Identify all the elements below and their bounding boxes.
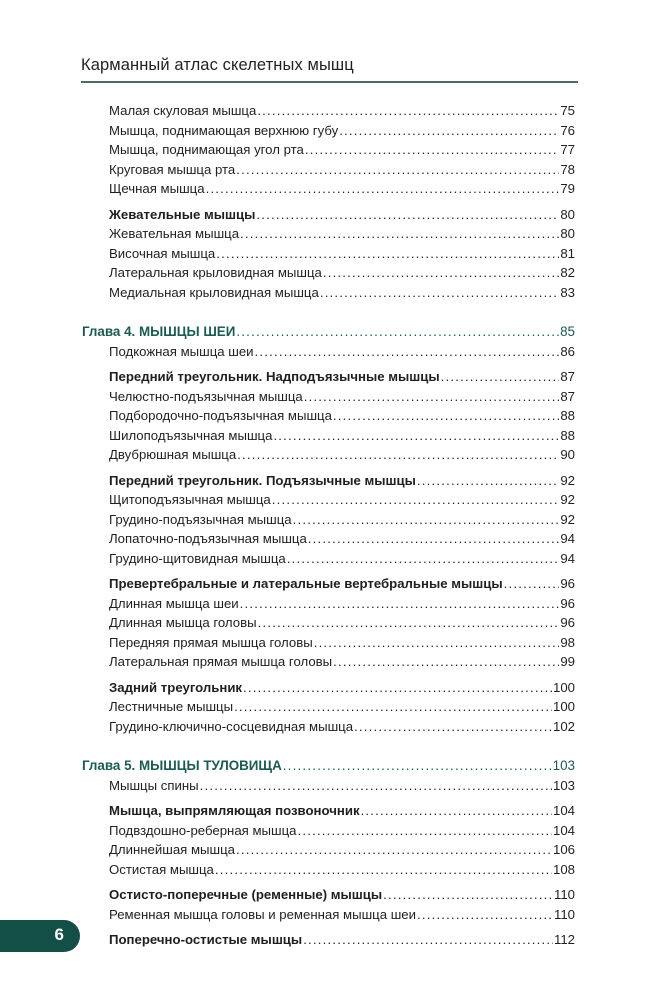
toc-entry-label: Мышца, поднимающая угол рта xyxy=(109,142,304,157)
toc-page-number: 110 xyxy=(553,906,575,922)
toc-page-number: 100 xyxy=(552,679,575,695)
toc-page-number: 83 xyxy=(560,284,575,300)
leader-dots xyxy=(240,224,559,244)
toc-entry[interactable] xyxy=(109,121,575,141)
toc-entry-label: Мышца, поднимающая верхнюю губу xyxy=(109,122,339,138)
toc-page-number: 87 xyxy=(560,388,575,404)
toc-section-label: Мышца, выпрямляющая позвоночник xyxy=(109,803,360,818)
leader-dots xyxy=(417,471,559,491)
toc-page-number: 104 xyxy=(552,822,575,838)
toc-page-number: 106 xyxy=(552,842,575,857)
toc-entry[interactable] xyxy=(109,594,575,614)
toc-page-number: 102 xyxy=(552,718,575,734)
toc-section-label: Задний треугольник xyxy=(109,679,243,695)
leader-dots xyxy=(354,717,552,737)
toc-page-number: 77 xyxy=(560,142,575,157)
toc-page-number: 80 xyxy=(560,206,575,222)
leader-dots xyxy=(287,549,560,569)
leader-dots xyxy=(255,342,560,362)
toc-section-heading[interactable] xyxy=(109,367,575,387)
toc-entry[interactable] xyxy=(109,549,575,569)
toc-section-heading[interactable] xyxy=(109,471,575,491)
toc-entry-label: Подкожная мышца шеи xyxy=(109,343,254,359)
toc-entry[interactable] xyxy=(109,342,575,362)
toc-page-number: 100 xyxy=(552,699,575,714)
leader-dots xyxy=(305,140,559,160)
toc-entry-label: Латеральная крыловидная мышца xyxy=(109,265,322,280)
toc-page-number: 96 xyxy=(560,576,575,591)
toc-entry[interactable] xyxy=(109,717,575,737)
toc-entry[interactable] xyxy=(109,840,575,860)
table-of-contents xyxy=(0,101,649,950)
toc-entry[interactable] xyxy=(109,633,575,653)
toc-entry[interactable] xyxy=(109,426,575,446)
toc-entry[interactable] xyxy=(109,776,575,796)
leader-dots xyxy=(206,179,560,199)
toc-entry[interactable] xyxy=(109,652,575,672)
leader-dots xyxy=(417,905,553,925)
toc-entry-label: Двубрюшная мышца xyxy=(109,447,237,462)
toc-entry[interactable] xyxy=(109,510,575,530)
page-number-tab xyxy=(0,920,80,952)
toc-entry-label: Грудино-щитовидная мышца xyxy=(109,550,286,566)
toc-entry[interactable] xyxy=(109,224,575,244)
leader-dots xyxy=(283,756,552,776)
toc-entry[interactable] xyxy=(109,529,575,549)
leader-dots xyxy=(333,406,559,426)
toc-entry[interactable] xyxy=(109,160,575,180)
toc-entry[interactable] xyxy=(109,490,575,510)
leader-dots xyxy=(320,283,560,303)
toc-section-label: Передний треугольник. Подъязычные мышцы xyxy=(109,472,416,488)
toc-entry-label: Малая скуловая мышца xyxy=(109,103,257,118)
toc-entry[interactable] xyxy=(109,244,575,264)
toc-entry-label: Жевательная мышца xyxy=(109,226,240,241)
toc-page-number: 98 xyxy=(560,634,575,650)
toc-section-heading[interactable] xyxy=(109,574,575,594)
toc-section-heading[interactable] xyxy=(109,678,575,698)
toc-section-heading[interactable] xyxy=(109,205,575,225)
leader-dots xyxy=(234,697,552,717)
toc-section-heading[interactable] xyxy=(109,885,575,905)
running-title: Карманный атлас скелетных мышц xyxy=(81,56,354,74)
toc-entry-label: Щечная мышца xyxy=(109,181,205,196)
leader-dots xyxy=(258,613,560,633)
leader-dots xyxy=(293,510,560,530)
leader-dots xyxy=(236,322,559,342)
leader-dots xyxy=(323,263,559,283)
leader-dots xyxy=(256,205,559,225)
leader-dots xyxy=(200,776,552,796)
toc-page-number: 88 xyxy=(560,427,575,443)
leader-dots xyxy=(237,445,559,465)
leader-dots xyxy=(339,121,559,141)
toc-entry-label: Грудино-ключично-сосцевидная мышца xyxy=(109,718,354,734)
toc-page-number: 103 xyxy=(552,777,575,793)
toc-entry-label: Ременная мышца головы и ременная мышца шеи xyxy=(109,906,416,922)
toc-entry-label: Длинная мышца шеи xyxy=(109,595,239,611)
toc-entry[interactable] xyxy=(109,140,575,160)
toc-page-number: 104 xyxy=(552,803,575,818)
toc-page-number: 80 xyxy=(560,226,575,241)
toc-entry-label: Длинная мышца головы xyxy=(109,615,257,630)
toc-entry[interactable] xyxy=(109,283,575,303)
toc-entry-label: Височная мышца xyxy=(109,245,216,261)
leader-dots xyxy=(441,367,560,387)
toc-entry[interactable] xyxy=(109,179,575,199)
toc-entry-label: Щитоподъязычная мышца xyxy=(109,492,271,507)
toc-page-number: 87 xyxy=(560,369,575,384)
toc-section-label: Превертебральные и латеральные вертебральные мышцы xyxy=(109,576,503,591)
toc-section-label: Жевательные мышцы xyxy=(109,206,256,222)
toc-page-number: 75 xyxy=(560,103,575,118)
toc-entry-label: Остистая мышца xyxy=(109,861,214,877)
toc-section-heading[interactable] xyxy=(109,801,575,821)
leader-dots xyxy=(273,426,559,446)
toc-section-heading[interactable] xyxy=(109,930,575,950)
toc-entry[interactable] xyxy=(109,101,575,121)
toc-entry[interactable] xyxy=(109,697,575,717)
toc-entry-label: Грудино-подъязычная мышца xyxy=(109,511,292,527)
toc-chapter-heading[interactable] xyxy=(82,756,575,776)
toc-chapter-label: Глава 4. МЫШЦЫ ШЕИ xyxy=(82,324,236,339)
toc-section-label: Поперечно-остистые мышцы xyxy=(109,932,303,947)
toc-page-number: 112 xyxy=(553,932,575,947)
toc-page-number: 79 xyxy=(560,181,575,196)
toc-entry[interactable] xyxy=(109,821,575,841)
toc-entry[interactable] xyxy=(109,905,575,925)
toc-page-number: 92 xyxy=(560,511,575,527)
toc-page-number: 76 xyxy=(560,122,575,138)
toc-entry-label: Медиальная крыловидная мышца xyxy=(109,284,319,300)
toc-page-number: 81 xyxy=(560,245,575,261)
leader-dots xyxy=(216,244,559,264)
toc-page-number: 94 xyxy=(560,550,575,566)
toc-page-number: 94 xyxy=(560,531,575,546)
toc-entry[interactable] xyxy=(109,860,575,880)
toc-entry[interactable] xyxy=(109,445,575,465)
toc-entry-label: Лестничные мышцы xyxy=(109,699,234,714)
toc-page-number: 108 xyxy=(552,861,575,877)
leader-dots xyxy=(236,160,559,180)
toc-entry[interactable] xyxy=(109,613,575,633)
leader-dots xyxy=(333,652,559,672)
toc-entry[interactable] xyxy=(109,387,575,407)
toc-entry-label: Мышцы спины xyxy=(109,777,199,793)
toc-page-number: 88 xyxy=(560,408,575,423)
toc-page-number: 96 xyxy=(560,615,575,630)
toc-entry-label: Подбородочно-подъязычная мышца xyxy=(109,408,332,423)
header-rule xyxy=(81,81,578,83)
toc-page-number: 92 xyxy=(560,472,575,488)
leader-dots xyxy=(361,801,552,821)
leader-dots xyxy=(304,387,560,407)
leader-dots xyxy=(314,633,560,653)
toc-entry-label: Передняя прямая мышца головы xyxy=(109,634,313,650)
toc-entry-label: Челюстно-подъязычная мышца xyxy=(109,388,303,404)
toc-chapter-heading[interactable] xyxy=(82,322,575,342)
toc-page-number: 90 xyxy=(560,447,575,462)
leader-dots xyxy=(297,821,552,841)
toc-section-label: Остисто-поперечные (ременные) мышцы xyxy=(109,887,383,902)
toc-entry[interactable] xyxy=(109,263,575,283)
page-number: 6 xyxy=(54,925,64,944)
leader-dots xyxy=(236,840,552,860)
toc-entry[interactable] xyxy=(109,406,575,426)
leader-dots xyxy=(308,529,560,549)
leader-dots xyxy=(504,574,560,594)
toc-page-number: 82 xyxy=(560,265,575,280)
toc-entry-label: Шилоподъязычная мышца xyxy=(109,427,273,443)
toc-entry-label: Круговая мышца рта xyxy=(109,161,236,177)
toc-entry-label: Подвздошно-реберная мышца xyxy=(109,822,297,838)
toc-page-number: 92 xyxy=(560,492,575,507)
toc-chapter-label: Глава 5. МЫШЦЫ ТУЛОВИЩА xyxy=(82,758,282,773)
toc-page-number: 99 xyxy=(560,654,575,669)
leader-dots xyxy=(257,101,559,121)
toc-page-number: 86 xyxy=(560,343,575,359)
leader-dots xyxy=(243,678,552,698)
toc-page-number: 78 xyxy=(560,161,575,177)
toc-entry-label: Лопаточно-подъязычная мышца xyxy=(109,531,307,546)
leader-dots xyxy=(303,930,553,950)
toc-entry-label: Латеральная прямая мышца головы xyxy=(109,654,333,669)
toc-page-number: 85 xyxy=(560,324,575,339)
toc-entry-label: Длиннейшая мышца xyxy=(109,842,235,857)
toc-page-number: 110 xyxy=(553,887,575,902)
toc-page-number: 96 xyxy=(560,595,575,611)
leader-dots xyxy=(383,885,553,905)
toc-page-number: 103 xyxy=(552,758,575,773)
leader-dots xyxy=(215,860,552,880)
toc-section-label: Передний треугольник. Надподъязычные мышцы xyxy=(109,369,440,384)
leader-dots xyxy=(240,594,560,614)
leader-dots xyxy=(272,490,560,510)
